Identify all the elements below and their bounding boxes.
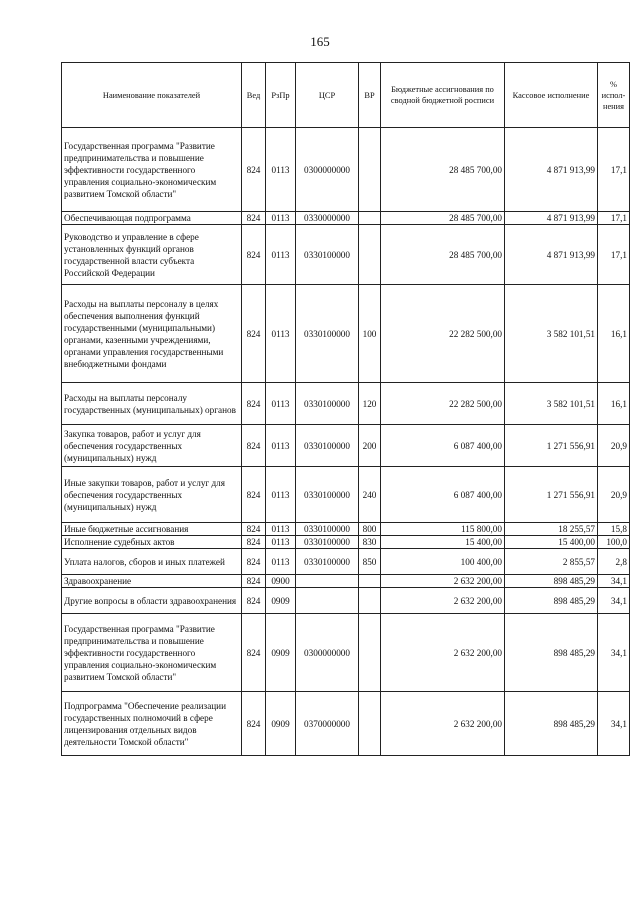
row-ved: 824 [242, 425, 266, 467]
row-plan: 2 632 200,00 [381, 614, 505, 692]
row-plan: 6 087 400,00 [381, 467, 505, 523]
row-kass: 18 255,57 [505, 523, 598, 536]
row-csr: 0330100000 [296, 536, 359, 549]
row-ved: 824 [242, 575, 266, 588]
table-row [62, 128, 630, 212]
header-pct: % испол-нения [598, 63, 630, 128]
row-rzpr: 0113 [266, 212, 296, 225]
row-csr: 0330100000 [296, 425, 359, 467]
row-kass: 898 485,29 [505, 588, 598, 614]
row-pct: 2,8 [598, 549, 630, 575]
row-plan: 28 485 700,00 [381, 225, 505, 285]
row-plan: 6 087 400,00 [381, 425, 505, 467]
row-kass: 3 582 101,51 [505, 383, 598, 425]
budget-table [61, 62, 630, 756]
row-kass: 15 400,00 [505, 536, 598, 549]
table-row [62, 383, 630, 425]
row-pct: 15,8 [598, 523, 630, 536]
row-vr: 800 [359, 523, 381, 536]
row-vr [359, 692, 381, 756]
row-rzpr: 0113 [266, 467, 296, 523]
table-row [62, 212, 630, 225]
row-name: Подпрограмма "Обеспечение реализации государственных полномочий в сфере лицензирования отдельных видов деятельности Томской области" [62, 692, 242, 756]
row-kass: 1 271 556,91 [505, 425, 598, 467]
row-pct: 17,1 [598, 128, 630, 212]
row-rzpr: 0113 [266, 549, 296, 575]
row-ved: 824 [242, 523, 266, 536]
row-pct: 17,1 [598, 212, 630, 225]
row-vr [359, 575, 381, 588]
row-plan: 2 632 200,00 [381, 692, 505, 756]
row-ved: 824 [242, 128, 266, 212]
row-pct: 16,1 [598, 383, 630, 425]
header-csr: ЦСР [296, 63, 359, 128]
row-pct: 34,1 [598, 692, 630, 756]
header-name: Наименование показателей [62, 63, 242, 128]
row-name: Руководство и управление в сфере установленных функций органов государственной власти субъекта Российской Федерации [62, 225, 242, 285]
row-name: Расходы на выплаты персоналу в целях обеспечения выполнения функций государственными (муниципальными) органами, казенными учреждениями, органами управления государственными внебюджетными фондами [62, 285, 242, 383]
row-kass: 3 582 101,51 [505, 285, 598, 383]
row-ved: 824 [242, 536, 266, 549]
row-vr: 240 [359, 467, 381, 523]
header-rzpr: РзПр [266, 63, 296, 128]
table-row [62, 425, 630, 467]
row-ved: 824 [242, 467, 266, 523]
row-name: Иные закупки товаров, работ и услуг для обеспечения государственных (муниципальных) нужд [62, 467, 242, 523]
table-row [62, 467, 630, 523]
table-row [62, 549, 630, 575]
row-rzpr: 0900 [266, 575, 296, 588]
table-row [62, 588, 630, 614]
row-vr: 120 [359, 383, 381, 425]
table-row [62, 692, 630, 756]
row-name: Здравоохранение [62, 575, 242, 588]
row-name: Иные бюджетные ассигнования [62, 523, 242, 536]
row-rzpr: 0113 [266, 225, 296, 285]
row-csr: 0300000000 [296, 128, 359, 212]
row-kass: 898 485,29 [505, 692, 598, 756]
row-pct: 34,1 [598, 588, 630, 614]
row-name: Государственная программа "Развитие предпринимательства и повышение эффективности государственного управления социально-экономическим развитием Томской области" [62, 128, 242, 212]
row-csr: 0330000000 [296, 212, 359, 225]
row-rzpr: 0909 [266, 588, 296, 614]
table-row [62, 614, 630, 692]
header-kass: Кассовое исполнение [505, 63, 598, 128]
row-name: Другие вопросы в области здравоохранения [62, 588, 242, 614]
row-pct: 16,1 [598, 285, 630, 383]
row-pct: 34,1 [598, 575, 630, 588]
row-csr: 0370000000 [296, 692, 359, 756]
row-vr [359, 588, 381, 614]
row-plan: 115 800,00 [381, 523, 505, 536]
row-csr: 0330100000 [296, 383, 359, 425]
row-ved: 824 [242, 692, 266, 756]
row-csr: 0300000000 [296, 614, 359, 692]
row-name: Исполнение судебных актов [62, 536, 242, 549]
row-ved: 824 [242, 225, 266, 285]
row-plan: 22 282 500,00 [381, 285, 505, 383]
row-vr: 830 [359, 536, 381, 549]
row-kass: 1 271 556,91 [505, 467, 598, 523]
row-rzpr: 0113 [266, 285, 296, 383]
table-row [62, 225, 630, 285]
table-header-row [62, 63, 630, 128]
row-plan: 22 282 500,00 [381, 383, 505, 425]
row-rzpr: 0909 [266, 692, 296, 756]
row-pct: 20,9 [598, 467, 630, 523]
row-rzpr: 0909 [266, 614, 296, 692]
row-csr: 0330100000 [296, 225, 359, 285]
row-ved: 824 [242, 588, 266, 614]
row-ved: 824 [242, 212, 266, 225]
row-rzpr: 0113 [266, 536, 296, 549]
row-ved: 824 [242, 549, 266, 575]
row-vr [359, 614, 381, 692]
table-row [62, 285, 630, 383]
row-csr [296, 575, 359, 588]
row-kass: 4 871 913,99 [505, 128, 598, 212]
row-pct: 34,1 [598, 614, 630, 692]
row-csr: 0330100000 [296, 467, 359, 523]
row-csr: 0330100000 [296, 549, 359, 575]
row-kass: 898 485,29 [505, 614, 598, 692]
row-csr: 0330100000 [296, 285, 359, 383]
row-vr [359, 128, 381, 212]
row-vr [359, 212, 381, 225]
table-row [62, 575, 630, 588]
row-pct: 100,0 [598, 536, 630, 549]
page-number: 165 [310, 34, 330, 49]
row-plan: 28 485 700,00 [381, 128, 505, 212]
row-rzpr: 0113 [266, 425, 296, 467]
table-row [62, 536, 630, 549]
row-ved: 824 [242, 285, 266, 383]
row-vr [359, 225, 381, 285]
row-name: Уплата налогов, сборов и иных платежей [62, 549, 242, 575]
row-vr: 200 [359, 425, 381, 467]
row-csr [296, 588, 359, 614]
row-ved: 824 [242, 383, 266, 425]
table-row [62, 523, 630, 536]
row-kass: 4 871 913,99 [505, 225, 598, 285]
row-csr: 0330100000 [296, 523, 359, 536]
row-vr: 850 [359, 549, 381, 575]
row-name: Расходы на выплаты персоналу государственных (муниципальных) органов [62, 383, 242, 425]
row-pct: 17,1 [598, 225, 630, 285]
row-vr: 100 [359, 285, 381, 383]
row-plan: 2 632 200,00 [381, 575, 505, 588]
row-rzpr: 0113 [266, 523, 296, 536]
header-plan: Бюджетные ассигнования по сводной бюджетной росписи [381, 63, 505, 128]
row-plan: 15 400,00 [381, 536, 505, 549]
row-plan: 28 485 700,00 [381, 212, 505, 225]
row-plan: 2 632 200,00 [381, 588, 505, 614]
row-ved: 824 [242, 614, 266, 692]
row-rzpr: 0113 [266, 128, 296, 212]
row-kass: 4 871 913,99 [505, 212, 598, 225]
header-ved: Вед [242, 63, 266, 128]
row-pct: 20,9 [598, 425, 630, 467]
row-kass: 2 855,57 [505, 549, 598, 575]
row-rzpr: 0113 [266, 383, 296, 425]
header-vr: ВР [359, 63, 381, 128]
row-name: Закупка товаров, работ и услуг для обеспечения государственных (муниципальных) нужд [62, 425, 242, 467]
row-plan: 100 400,00 [381, 549, 505, 575]
row-name: Обеспечивающая подпрограмма [62, 212, 242, 225]
row-kass: 898 485,29 [505, 575, 598, 588]
row-name: Государственная программа "Развитие предпринимательства и повышение эффективности государственного управления социально-экономическим развитием Томской области" [62, 614, 242, 692]
